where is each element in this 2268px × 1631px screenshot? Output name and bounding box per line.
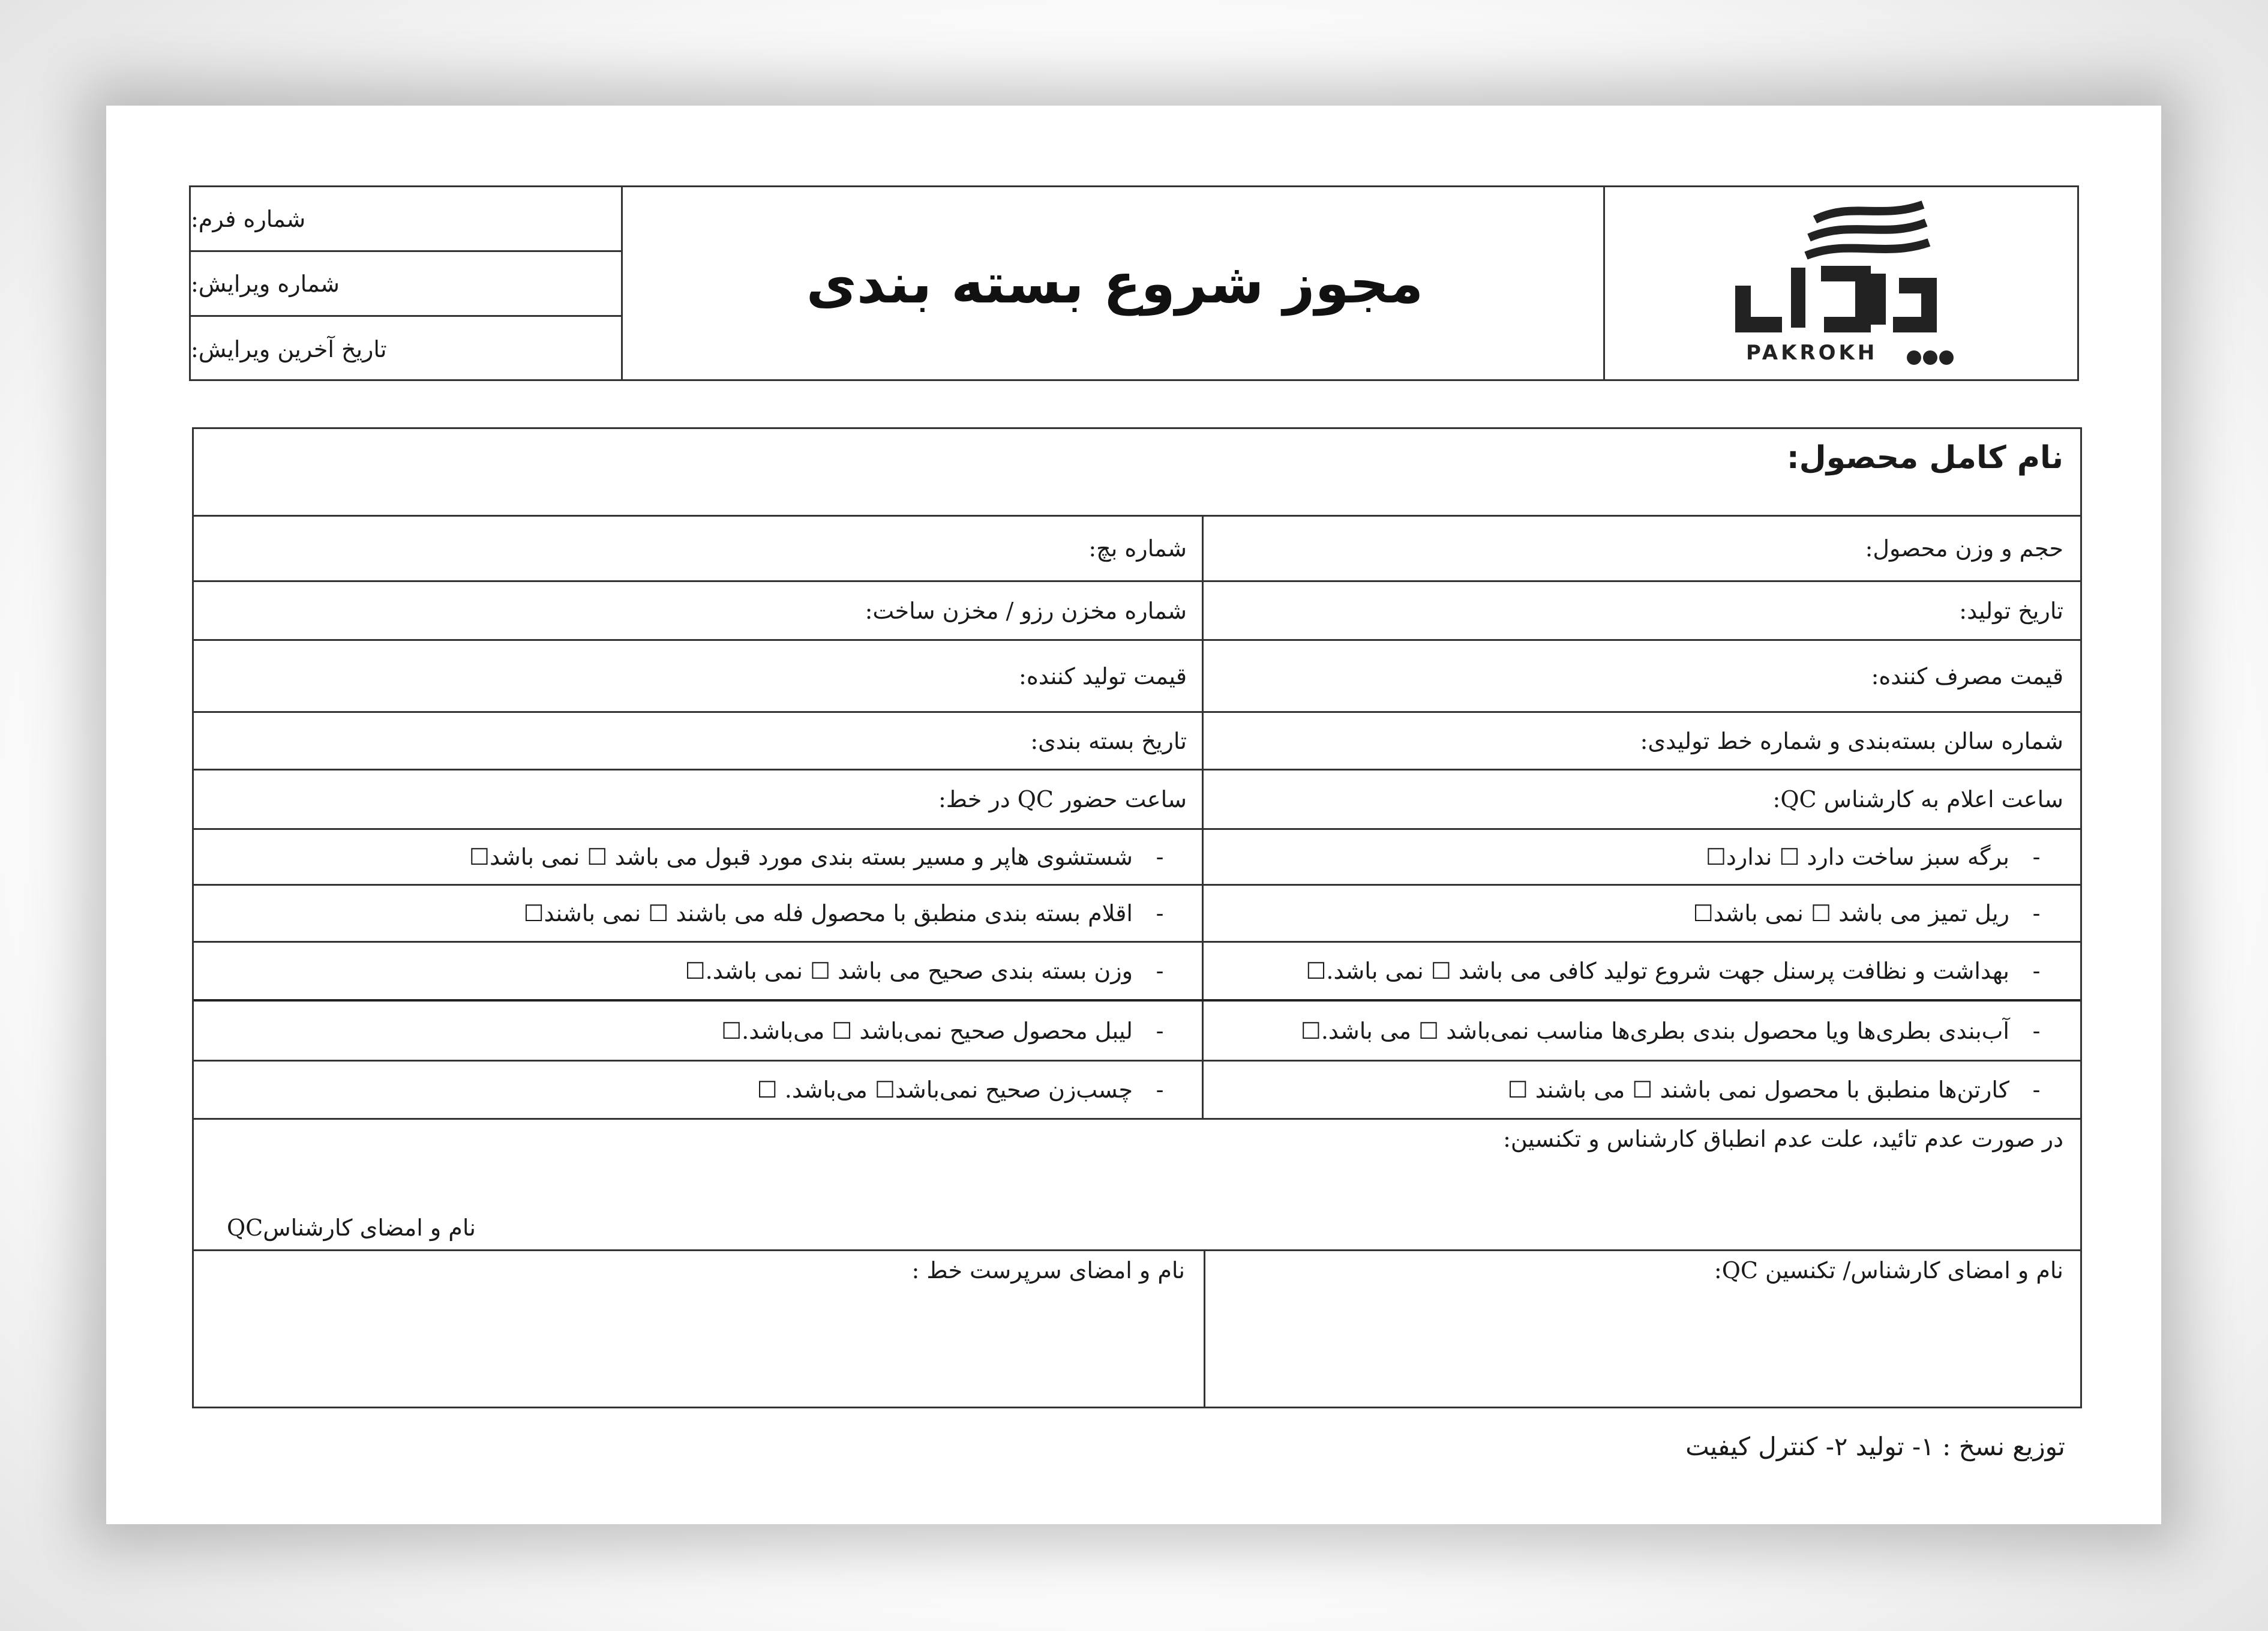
producer-price-label: قیمت تولید کننده: — [1019, 662, 1187, 689]
package-weight-check-label: وزن بسته بندی صحیح می باشد ☐ نمی باشد.☐ — [685, 958, 1133, 984]
production-date-field — [1202, 582, 2080, 639]
meta-cell — [191, 187, 623, 379]
product-label-check — [194, 1002, 1204, 1060]
qc-arrival-time-field — [194, 770, 1204, 828]
revision-number-field — [191, 252, 621, 317]
qc-notify-time-label: ساعت اعلام به کارشناس QC: — [1772, 786, 2063, 812]
header-table — [189, 185, 2079, 381]
form-number-label: شماره فرم: — [191, 205, 306, 232]
field-row — [194, 770, 2080, 830]
hall-line-number-label: شماره سالن بسته‌بندی و شماره خط تولیدی: — [1640, 727, 2063, 754]
qc-technician-signature-label: نام و امضای کارشناس/ تکنسین QC: — [1714, 1257, 2063, 1284]
consumer-price-field — [1202, 641, 2080, 711]
distribution-note: توزیع نسخ : ۱- تولید ۲- کنترل کیفیت — [1685, 1432, 2065, 1461]
form-sheet — [106, 106, 2161, 1524]
check-row — [194, 830, 2080, 886]
packaging-items-check-label: اقلام بسته بندی منطبق با محصول فله می باشند ☐ نمی باشند☐ — [523, 900, 1133, 927]
title-cell — [623, 187, 1607, 379]
green-sheet-check-label: برگه سبز ساخت دارد ☐ ندارد☐ — [1705, 844, 2009, 870]
nonconformity-reason-row — [194, 1120, 2080, 1251]
last-revision-date-label: تاریخ آخرین ویرایش: — [191, 336, 387, 362]
qc-arrival-time-label: ساعت حضور QC در خط: — [938, 786, 1187, 812]
packaging-date-field — [194, 713, 1204, 769]
glue-machine-check-label: چسب‌زن صحیح نمی‌باشد☐ می‌باشد. ☐ — [757, 1077, 1133, 1103]
tank-number-field — [194, 582, 1204, 639]
qc-notify-time-field — [1202, 770, 2080, 828]
check-row — [194, 1062, 2080, 1120]
bullet-dash: - — [2032, 1017, 2041, 1044]
packaging-items-check — [194, 886, 1204, 941]
revision-number-label: شماره ویرایش: — [191, 270, 340, 297]
hall-line-number-field — [1202, 713, 2080, 769]
bullet-dash: - — [2032, 900, 2041, 927]
check-row — [194, 1002, 2080, 1062]
bottle-sealing-check — [1202, 1002, 2080, 1060]
field-row — [194, 517, 2080, 582]
logo-wordmark: PAKROKH — [1746, 341, 1878, 365]
form-number-field — [191, 187, 621, 252]
document-title: مجوز شروع بسته بندی — [806, 251, 1424, 316]
rail-clean-check-label: ریل تمیز می باشد ☐ نمی باشد☐ — [1693, 900, 2009, 927]
bottle-sealing-check-label: آب‌بندی بطری‌ها ویا محصول بندی بطری‌ها مناسب نمی‌باشد ☐ می باشد.☐ — [1300, 1017, 2009, 1044]
product-name-label: نام کامل محصول: — [1786, 440, 2063, 476]
cartons-match-check — [1202, 1062, 2080, 1118]
bullet-dash: - — [2032, 1077, 2041, 1103]
bullet-dash: - — [2032, 844, 2041, 870]
bullet-dash: - — [1156, 844, 1164, 870]
column-divider — [1204, 1251, 1205, 1407]
producer-price-field — [194, 641, 1204, 711]
batch-number-field — [194, 517, 1204, 580]
nonconformity-reason-label: در صورت عدم تائید، علت عدم انطباق کارشناس و تکنسین: — [1503, 1126, 2063, 1152]
hopper-wash-check-label: شستشوی هاپر و مسیر بسته بندی مورد قبول می باشد ☐ نمی باشد☐ — [469, 844, 1133, 870]
bullet-dash: - — [1156, 958, 1164, 984]
packaging-permit-form — [192, 427, 2082, 1408]
green-sheet-check — [1202, 830, 2080, 884]
production-date-label: تاریخ تولید: — [1959, 597, 2063, 624]
tank-number-label: شماره مخزن رزو / مخزن ساخت: — [865, 597, 1187, 624]
field-row — [194, 582, 2080, 641]
field-row — [194, 713, 2080, 770]
line-supervisor-signature-label: نام و امضای سرپرست خط : — [911, 1257, 1185, 1284]
personnel-hygiene-check — [1202, 943, 2080, 999]
consumer-price-label: قیمت مصرف کننده: — [1871, 662, 2063, 689]
volume-weight-field — [1202, 517, 2080, 580]
product-label-check-label: لیبل محصول صحیح نمی‌باشد ☐ می‌باشد.☐ — [721, 1017, 1133, 1044]
bullet-dash: - — [1156, 1017, 1164, 1044]
logo-cell — [1603, 187, 2077, 379]
glue-machine-check — [194, 1062, 1204, 1118]
check-row — [194, 943, 2080, 1002]
personnel-hygiene-check-label: بهداشت و نظافت پرسنل جهت شروع تولید کافی می باشد ☐ نمی باشد.☐ — [1306, 958, 2009, 984]
batch-number-label: شماره بچ: — [1088, 535, 1187, 562]
bullet-dash: - — [1156, 900, 1164, 927]
package-weight-check — [194, 943, 1204, 999]
packaging-date-label: تاریخ بسته بندی: — [1030, 727, 1187, 754]
product-name-row — [194, 429, 2080, 517]
cartons-match-check-label: کارتن‌ها منطبق با محصول نمی باشند ☐ می باشند ☐ — [1507, 1077, 2009, 1103]
check-row — [194, 886, 2080, 943]
last-revision-date-field — [191, 317, 621, 382]
hopper-wash-check — [194, 830, 1204, 884]
rail-clean-check — [1202, 886, 2080, 941]
signature-row — [194, 1251, 2080, 1407]
bullet-dash: - — [2032, 958, 2041, 984]
bullet-dash: - — [1156, 1077, 1164, 1103]
volume-weight-label: حجم و وزن محصول: — [1865, 535, 2063, 562]
field-row — [194, 641, 2080, 713]
qc-expert-signature-label: نام و امضای کارشناسQC — [227, 1215, 476, 1241]
